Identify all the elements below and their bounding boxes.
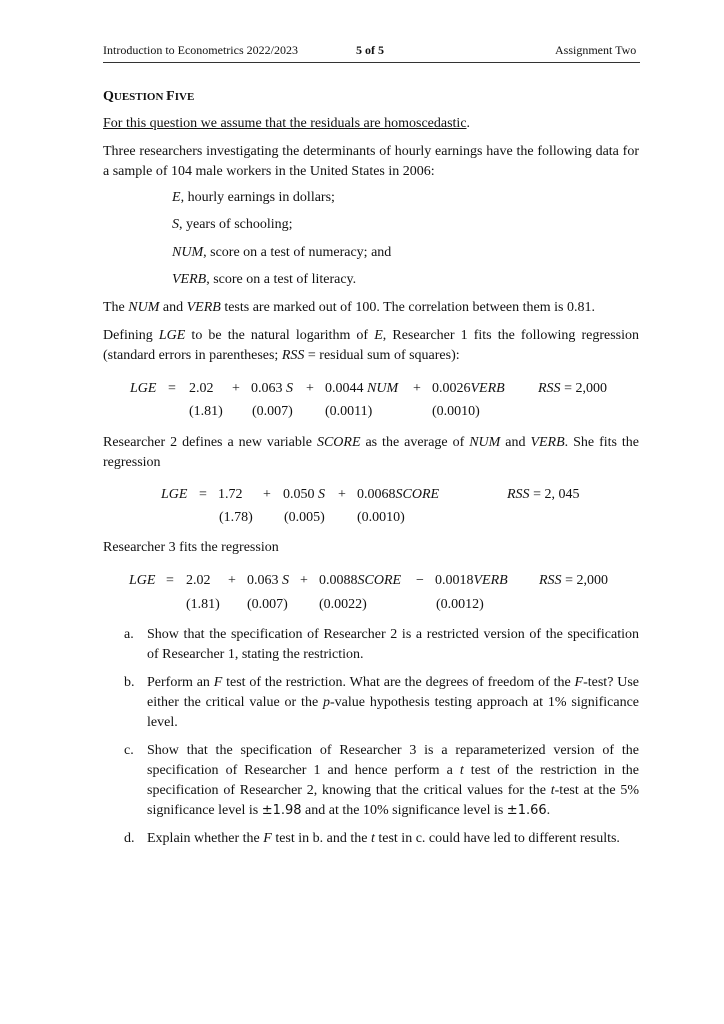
eq-operator: + [232, 381, 240, 396]
var-f: F [213, 675, 223, 690]
eq-coef: 2.02 [186, 573, 211, 588]
variable-description: , score on a test of literacy. [206, 272, 357, 287]
variable-symbol: NUM [172, 245, 204, 260]
eq-term [325, 381, 398, 397]
header-course: Introduction to Econometrics 2022/2023 [103, 43, 298, 57]
eq-rss-label: RSS [538, 381, 561, 396]
var-t: t [459, 763, 464, 778]
eq-term [435, 573, 508, 589]
eq-var: SCORE [395, 487, 440, 502]
text-run: -test at the 5% significance level is [147, 783, 639, 818]
eq-se: (0.007) [247, 597, 288, 612]
eq-term [432, 381, 505, 397]
variable-s [172, 217, 293, 233]
var-num: NUM [128, 300, 160, 315]
text-run: The [103, 300, 129, 315]
var-f: F [574, 675, 584, 690]
eq-se: (0.007) [252, 404, 293, 419]
var-t: t [370, 831, 375, 846]
text-run: Explain whether the [147, 831, 264, 846]
variable-description: , score on a test of numeracy; and [203, 245, 392, 260]
eq-lhs: LGE [129, 573, 156, 588]
eq-operator: + [300, 573, 308, 588]
defining-paragraph [103, 326, 639, 366]
text-run: test of the restriction. What are the degrees of freedom of the [222, 675, 575, 690]
title-ive: IVE [174, 91, 195, 103]
title-uestion: UESTION [113, 91, 167, 103]
eq-se: (0.0011) [325, 404, 373, 419]
eq-operator: + [413, 381, 421, 396]
text-run: test of the restriction in the specification of Researcher 2, knowing that the critical values for the [147, 763, 639, 798]
eq-coef: 0.0088 [319, 573, 358, 588]
eq-var: S [318, 487, 325, 502]
eq-coef: 2.02 [189, 381, 214, 396]
eq-coef: 0.0018 [435, 573, 474, 588]
text-run: tests are marked out of 100. The correlation between them is 0.81. [220, 300, 595, 315]
eq-operator: + [263, 487, 271, 502]
eq-operator: + [306, 381, 314, 396]
critical-value-10pct: ±1.66 [506, 803, 547, 818]
eq-rss-value: = 2,000 [565, 573, 608, 588]
eq-coef: 0.0026 [432, 381, 471, 396]
var-rss: RSS [281, 348, 305, 363]
eq-var: VERB [470, 381, 505, 396]
text-run: , Researcher 1 fits the following regression (standard errors in parentheses; [103, 328, 640, 363]
eq-lhs: LGE [130, 381, 157, 396]
var-lge: LGE [158, 328, 186, 343]
eq-coef: 0.063 [247, 573, 279, 588]
assumption-period: . [466, 116, 471, 131]
researcher-3-text: Researcher 3 fits the regression [103, 540, 279, 555]
eq-se: (0.0010) [357, 510, 405, 525]
eq-term [357, 487, 439, 503]
eq-se: (0.005) [284, 510, 325, 525]
eq-lhs: LGE [161, 487, 188, 502]
eq-se: (1.81) [189, 404, 223, 419]
text-run: and [159, 300, 187, 315]
item-text [147, 741, 639, 821]
variable-num [172, 245, 391, 261]
eq-se: (0.0022) [319, 597, 367, 612]
eq-term [251, 381, 293, 397]
eq-rss-label: RSS [507, 487, 530, 502]
eq-se: (0.0012) [436, 597, 484, 612]
item-text [147, 829, 639, 849]
intro-paragraph: Three researchers investigating the determinants of hourly earnings have the following data for a sample of 104 male workers in the United States in 2006: [103, 144, 639, 179]
title-q: Q [103, 89, 114, 104]
eq-se: (0.0010) [432, 404, 480, 419]
text-run: -test? Use either the critical value or the [147, 675, 640, 710]
variable-description: , years of schooling; [179, 217, 293, 232]
text-run: . [546, 803, 551, 818]
eq-equals: = [168, 381, 176, 396]
eq-coef: 0.0068 [357, 487, 396, 502]
var-p: p [323, 695, 331, 710]
text-run: and at the 10% significance level is [301, 803, 507, 818]
eq-rss [538, 381, 607, 397]
text-run: Defining [103, 328, 159, 343]
text-run: test in b. and the [271, 831, 371, 846]
eq-rss-label: RSS [539, 573, 562, 588]
text-run: = residual sum of squares): [304, 348, 460, 363]
item-label: c. [124, 743, 134, 758]
text-run: as the average of [360, 435, 470, 450]
text-run: Show that the specification of Researcher 3 is a reparameterized version of the specification of Researcher 1 and hence perform a [147, 743, 639, 778]
var-e: E [374, 328, 383, 343]
item-text [147, 673, 639, 733]
eq-coef: 1.72 [218, 487, 243, 502]
variable-symbol: E [172, 190, 181, 205]
header-page-number: 5 of 5 [356, 43, 384, 57]
item-label: b. [124, 675, 135, 690]
item-label: d. [124, 831, 135, 846]
eq-coef: 0.063 [251, 381, 283, 396]
text-run: -value hypothesis testing approach at 1% significance level. [147, 695, 640, 730]
assumption-line [103, 116, 470, 132]
critical-value-5pct: ±1.98 [261, 803, 302, 818]
eq-coef: 0.050 [283, 487, 315, 502]
eq-var: S [286, 381, 293, 396]
eq-rss-value: = 2,000 [564, 381, 607, 396]
eq-term [247, 573, 289, 589]
eq-term [319, 573, 401, 589]
eq-coef: 0.0044 [325, 381, 364, 396]
var-verb: VERB [530, 435, 565, 450]
var-verb: VERB [186, 300, 221, 315]
eq-se: (1.78) [219, 510, 253, 525]
eq-equals: = [199, 487, 207, 502]
eq-equals: = [166, 573, 174, 588]
eq-operator: − [416, 573, 424, 588]
variable-description: , hourly earnings in dollars; [180, 190, 335, 205]
item-label: a. [124, 627, 134, 642]
variable-symbol: S [172, 217, 179, 232]
eq-se: (1.81) [186, 597, 220, 612]
question-title [103, 89, 194, 105]
eq-var: NUM [367, 381, 399, 396]
eq-var: SCORE [357, 573, 402, 588]
var-f: F [263, 831, 272, 846]
variable-e [172, 190, 335, 206]
text-run: Perform an [147, 675, 214, 690]
eq-var: VERB [473, 573, 508, 588]
eq-operator: + [228, 573, 236, 588]
eq-rss-value: = 2, 045 [533, 487, 580, 502]
text-run: test in c. could have led to different results. [374, 831, 620, 846]
tests-sentence [103, 300, 595, 316]
text-run: and [500, 435, 531, 450]
var-t: t [550, 783, 555, 798]
eq-rss [539, 573, 608, 589]
variable-verb [172, 272, 356, 288]
eq-operator: + [338, 487, 346, 502]
text-run: Researcher 2 defines a new variable [103, 435, 317, 450]
eq-term [283, 487, 325, 503]
header-assignment: Assignment Two [555, 43, 637, 57]
var-score: SCORE [316, 435, 361, 450]
text-run: . She fits the regression [103, 435, 640, 470]
variable-symbol: VERB [172, 272, 207, 287]
eq-rss [507, 487, 579, 503]
title-f: F [166, 89, 175, 104]
assumption-text: For this question we assume that the residuals are homoscedastic [103, 116, 467, 131]
text-run: to be the natural logarithm of [185, 328, 375, 343]
header-rule [103, 62, 640, 63]
item-text: Show that the specification of Researcher 2 is a restricted version of the specification of Researcher 1, stating the restriction. [147, 627, 639, 662]
eq-var: S [282, 573, 289, 588]
var-num: NUM [469, 435, 501, 450]
researcher-2-paragraph [103, 433, 639, 473]
